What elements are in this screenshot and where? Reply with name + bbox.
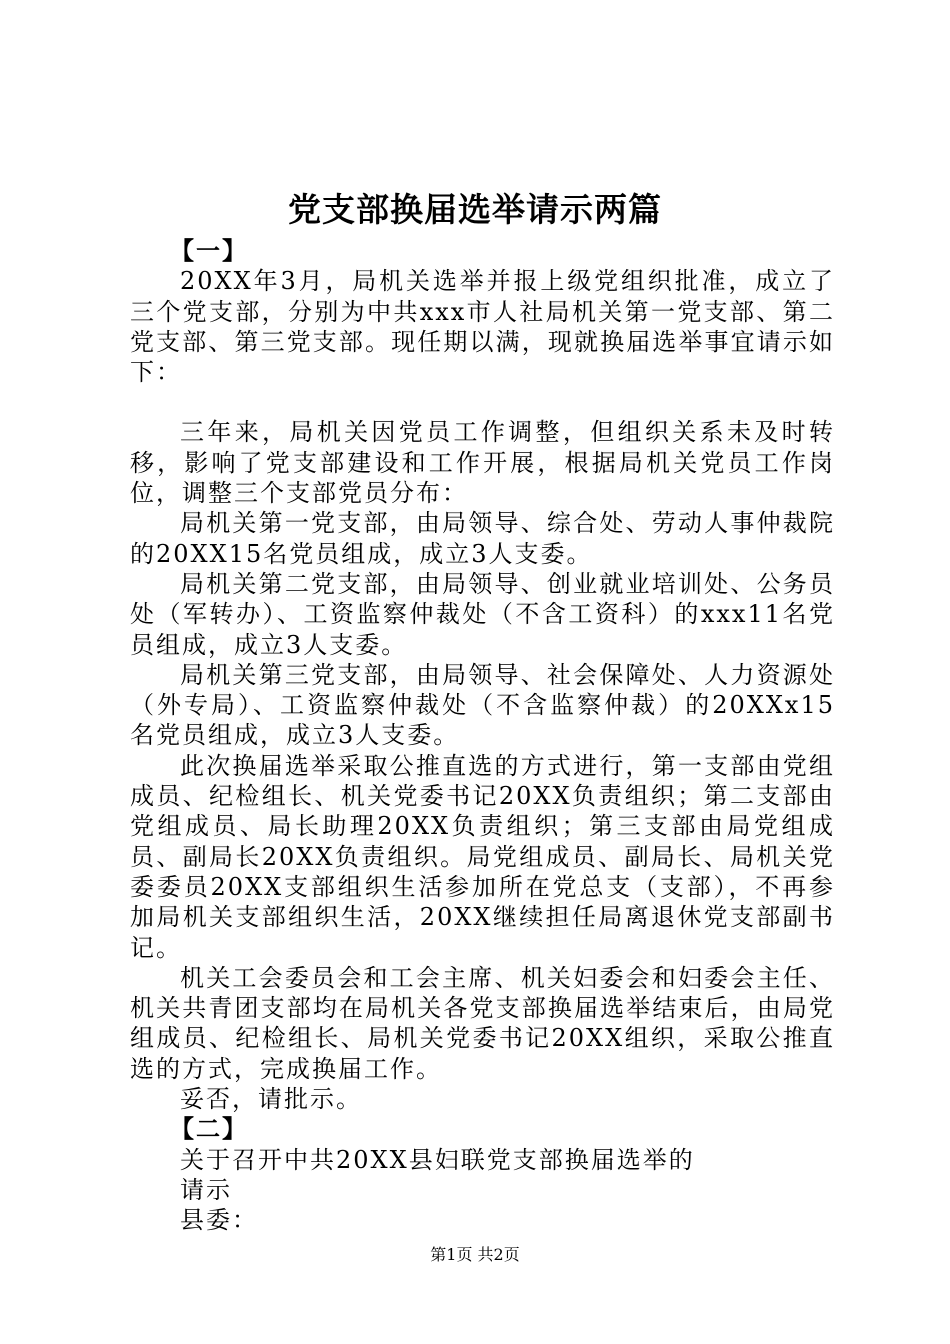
text-line: 关于召开中共20XX县妇联党支部换届选举的 xyxy=(180,1145,695,1174)
paragraph: 局机关第一党支部，由局领导、综合处、劳动人事仲裁院的20XX15名党员组成，成立3人支委。 xyxy=(130,509,835,568)
paragraph: 局机关第三党支部，由局领导、社会保障处、人力资源处（外专局）、工资监察仲裁处（不含监察仲裁）的20XXx15名党员组成，成立3人支委。 xyxy=(130,660,835,750)
section-heading-1: 【一】 xyxy=(170,236,248,265)
document-title: 党支部换届选举请示两篇 xyxy=(288,190,662,229)
paragraph: 局机关第二党支部，由局领导、创业就业培训处、公务员处（军转办）、工资监察仲裁处（不含工资科）的xxx11名党员组成，成立3人支委。 xyxy=(130,569,835,659)
document-body xyxy=(130,236,835,1236)
text-line: 县委： xyxy=(180,1206,258,1235)
section-heading-2: 【二】 xyxy=(170,1114,248,1144)
paragraph: 三年来，局机关因党员工作调整，但组织关系未及时转移，影响了党支部建设和工作开展，根据局机关党员工作岗位，调整三个支部党员分布： xyxy=(130,418,835,508)
paragraph: 此次换届选举采取公推直选的方式进行，第一支部由党组成员、纪检组长、机关党委书记20XX负责组织；第二支部由党组成员、局长助理20XX负责组织；第三支部由局党组成员、副局长20XX负责组织。局党组成员、副局长、局机关党委委员20XX支部组织生活参加所在党总支（支部），不再参加局机关支部组织生活，20XX继续担任局离退休党支部副书记。 xyxy=(130,751,835,962)
page-footer: 第1页 共2页 xyxy=(430,1245,520,1264)
paragraph: 机关工会委员会和工会主席、机关妇委会和妇委会主任、机关共青团支部均在局机关各党支部换届选举结束后，由局党组成员、纪检组长、局机关党委书记20XX组织，采取公推直选的方式，完成换届工作。 xyxy=(130,963,835,1083)
text-line: 请示 xyxy=(180,1175,232,1204)
paragraph: 妥否，请批示。 xyxy=(180,1085,362,1114)
paragraph: 20XX年3月，局机关选举并报上级党组织批准，成立了三个党支部，分别为中共xxx市人社局机关第一党支部、第二党支部、第三党支部。现任期以满，现就换届选举事宜请示如下： xyxy=(130,267,835,387)
